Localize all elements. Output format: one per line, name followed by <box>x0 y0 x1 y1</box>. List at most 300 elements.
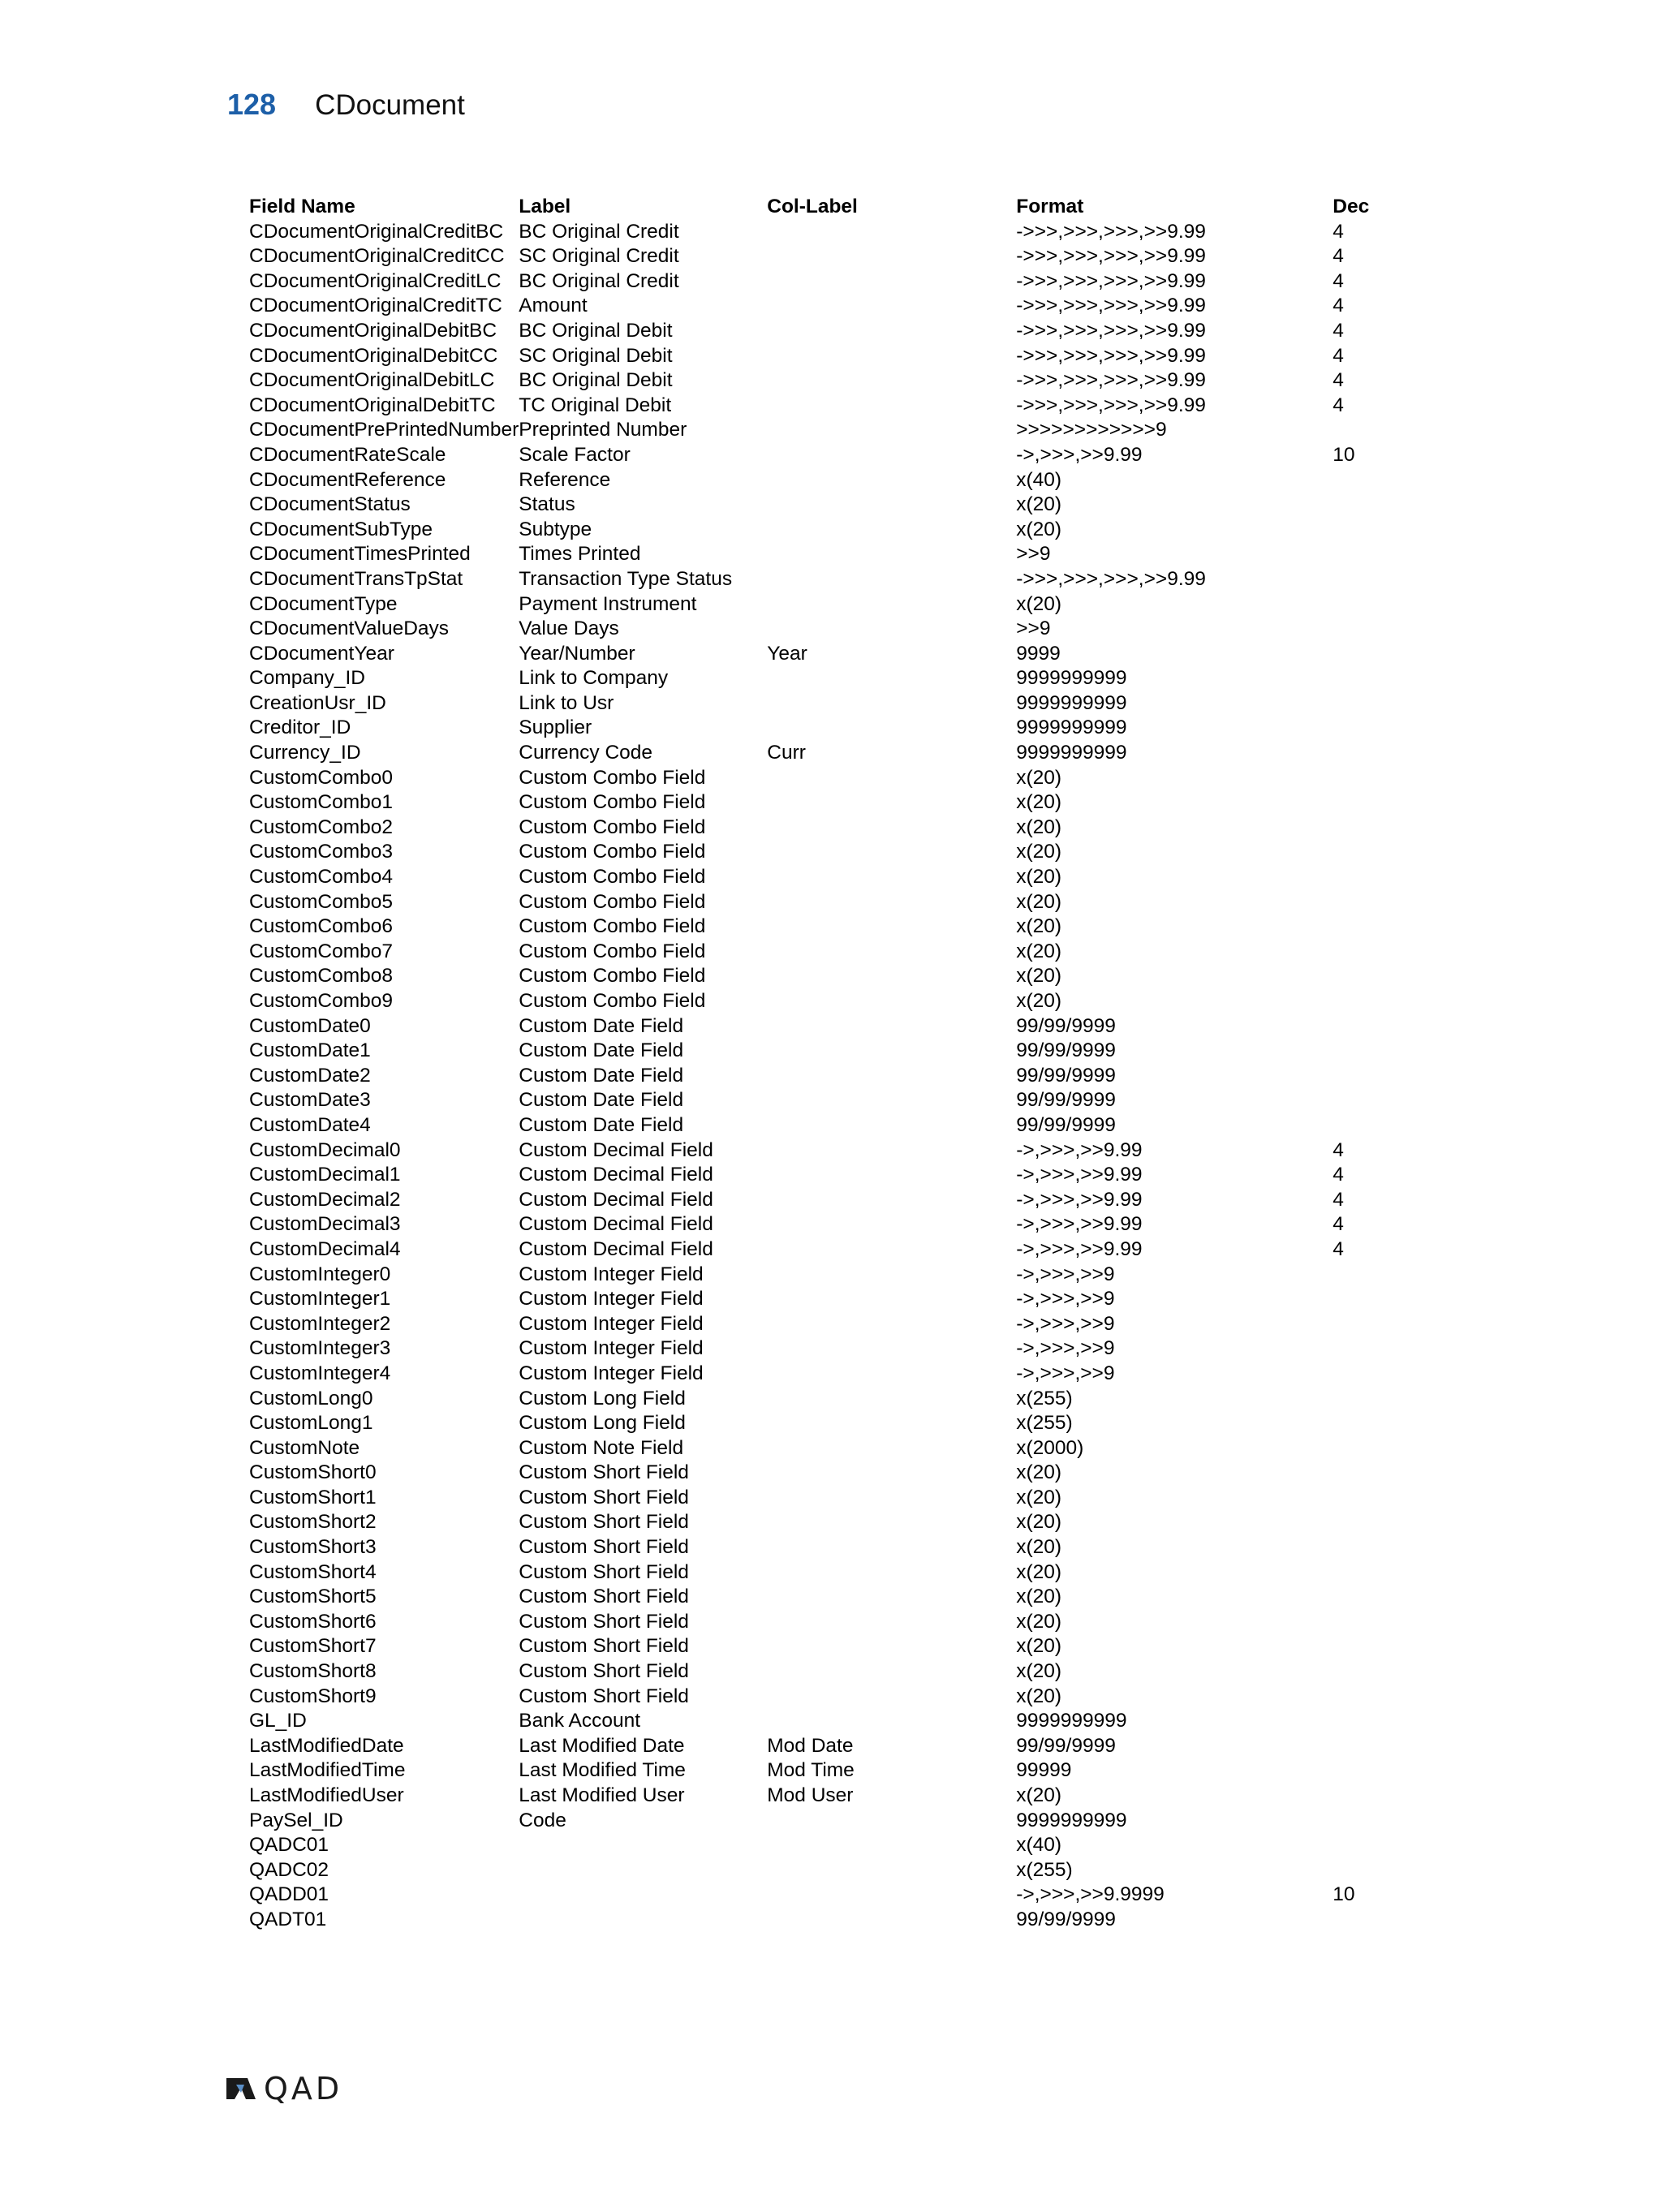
cell-field-name: CDocumentSubType <box>249 518 433 540</box>
cell-col-label <box>767 1287 1016 1312</box>
table-row <box>249 1560 1397 1586</box>
cell-label: Custom Short Field <box>519 1685 689 1707</box>
cell-dec <box>1333 1585 1397 1610</box>
table-row <box>249 244 1397 269</box>
cell-dec: 4 <box>1333 394 1344 416</box>
cell-field-name: CDocumentOriginalCreditCC <box>249 245 505 268</box>
cell-label: Custom Integer Field <box>519 1362 704 1384</box>
cell-format: x(255) <box>1016 1387 1073 1409</box>
table-row <box>249 1585 1397 1610</box>
cell-label: Preprinted Number <box>519 419 687 441</box>
cell-format: ->,>>>,>>9 <box>1016 1312 1115 1335</box>
cell-field-name: Creditor_ID <box>249 717 351 739</box>
cell-field-name: LastModifiedUser <box>249 1784 404 1806</box>
cell-col-label <box>767 567 1016 592</box>
cell-format: ->,>>>,>>9.99 <box>1016 1138 1143 1161</box>
table-row <box>249 493 1397 518</box>
cell-label: Year/Number <box>519 642 635 665</box>
cell-format: x(20) <box>1016 990 1062 1012</box>
cell-format: x(20) <box>1016 915 1062 938</box>
page-header <box>227 88 465 128</box>
cell-field-name: CustomInteger4 <box>249 1362 391 1384</box>
cell-field-name: CDocumentTimesPrinted <box>249 543 471 566</box>
table-row <box>249 1039 1397 1064</box>
cell-label: Custom Decimal Field <box>519 1138 713 1161</box>
table-row <box>249 1336 1397 1362</box>
table-row <box>249 840 1397 865</box>
cell-col-label <box>767 592 1016 618</box>
cell-col-label: Mod Time <box>767 1759 855 1782</box>
cell-col-label <box>767 940 1016 965</box>
cell-label: Custom Combo Field <box>519 866 706 889</box>
cell-field-name: CustomDate2 <box>249 1064 371 1087</box>
cell-dec <box>1333 1734 1397 1759</box>
cell-col-label <box>767 319 1016 344</box>
logo-text: QAD <box>264 2071 343 2107</box>
cell-dec <box>1333 1510 1397 1535</box>
cell-dec <box>1333 1411 1397 1436</box>
cell-label: Code <box>519 1809 566 1831</box>
cell-field-name: CustomShort0 <box>249 1461 377 1484</box>
cell-col-label <box>767 1163 1016 1188</box>
cell-col-label <box>767 840 1016 865</box>
cell-col-label <box>767 691 1016 717</box>
cell-label: Custom Date Field <box>519 1089 684 1112</box>
cell-label: Custom Short Field <box>519 1586 689 1608</box>
cell-col-label <box>767 1138 1016 1164</box>
cell-field-name: CustomDate4 <box>249 1113 371 1136</box>
cell-label: Transaction Type Status <box>519 567 733 590</box>
cell-label: Custom Short Field <box>519 1635 689 1658</box>
cell-col-label <box>767 443 1016 468</box>
cell-field-name: QADC01 <box>249 1834 329 1857</box>
cell-dec <box>1333 940 1397 965</box>
cell-dec <box>1333 1461 1397 1486</box>
cell-label: SC Original Debit <box>519 344 673 367</box>
cell-field-name: QADT01 <box>249 1908 327 1930</box>
cell-field-name: CustomCombo0 <box>249 766 394 789</box>
cell-dec <box>1333 816 1397 841</box>
cell-dec <box>1333 1387 1397 1412</box>
cell-dec <box>1333 1336 1397 1362</box>
cell-label: BC Original Credit <box>519 220 679 243</box>
cell-col-label <box>767 344 1016 369</box>
cell-format: 9999999999 <box>1016 717 1127 739</box>
cell-dec <box>1333 1088 1397 1113</box>
cell-col-label <box>767 518 1016 543</box>
cell-format: x(20) <box>1016 1635 1062 1658</box>
cell-field-name: CDocumentOriginalCreditBC <box>249 220 504 243</box>
cell-col-label <box>767 394 1016 419</box>
cell-format: ->>>,>>>,>>>,>>9.99 <box>1016 369 1206 392</box>
table-row <box>249 1659 1397 1685</box>
cell-format: 99/99/9999 <box>1016 1039 1116 1062</box>
cell-dec <box>1333 493 1397 518</box>
cell-col-label <box>767 1883 1016 1908</box>
cell-col-label: Curr <box>767 742 806 764</box>
cell-format: ->,>>>,>>9 <box>1016 1263 1115 1285</box>
cell-col-label <box>767 1113 1016 1138</box>
cell-col-label <box>767 790 1016 816</box>
cell-label: Custom Decimal Field <box>519 1188 713 1211</box>
cell-label: TC Original Debit <box>519 394 672 416</box>
cell-field-name: GL_ID <box>249 1710 307 1732</box>
table-row <box>249 1634 1397 1659</box>
cell-field-name: CDocumentOriginalCreditLC <box>249 269 502 292</box>
table-row <box>249 642 1397 667</box>
cell-col-label <box>767 617 1016 642</box>
cell-col-label <box>767 766 1016 791</box>
cell-dec <box>1333 1784 1397 1809</box>
cell-format: ->,>>>,>>9.99 <box>1016 1237 1143 1260</box>
table-row <box>249 890 1397 915</box>
cell-dec: 10 <box>1333 1883 1355 1906</box>
cell-format: ->>>,>>>,>>>,>>9.99 <box>1016 245 1206 268</box>
cell-format: x(255) <box>1016 1412 1073 1435</box>
cell-col-label <box>767 890 1016 915</box>
cell-format: >>9 <box>1016 543 1051 566</box>
cell-field-name: CustomCombo6 <box>249 915 394 938</box>
table-row <box>249 518 1397 543</box>
cell-label: Custom Date Field <box>519 1064 684 1087</box>
table-row <box>249 344 1397 369</box>
column-header-dec: Dec <box>1333 196 1370 217</box>
cell-format: 9999999999 <box>1016 1809 1127 1831</box>
cell-field-name: CustomShort1 <box>249 1486 377 1508</box>
cell-dec <box>1333 1634 1397 1659</box>
table-row <box>249 1610 1397 1635</box>
cell-format: x(20) <box>1016 816 1062 838</box>
cell-label: Custom Decimal Field <box>519 1213 713 1236</box>
cell-field-name: CustomDecimal2 <box>249 1188 401 1211</box>
table-row <box>249 1486 1397 1511</box>
cell-col-label <box>767 1387 1016 1412</box>
cell-format: ->>>,>>>,>>>,>>9.99 <box>1016 295 1206 317</box>
cell-dec <box>1333 642 1397 667</box>
cell-format: 99/99/9999 <box>1016 1064 1116 1087</box>
table-row <box>249 592 1397 618</box>
table-row <box>249 816 1397 841</box>
cell-dec <box>1333 418 1397 443</box>
cell-label <box>519 1858 767 1883</box>
cell-format: x(20) <box>1016 1461 1062 1484</box>
cell-dec: 4 <box>1333 1164 1344 1186</box>
table-row <box>249 567 1397 592</box>
cell-label: Custom Note Field <box>519 1436 684 1459</box>
cell-col-label <box>767 1039 1016 1064</box>
cell-col-label <box>767 1486 1016 1511</box>
cell-format: 9999 <box>1016 642 1061 665</box>
cell-col-label <box>767 1709 1016 1734</box>
cell-label: Custom Combo Field <box>519 766 706 789</box>
cell-label: Custom Combo Field <box>519 965 706 988</box>
table-row <box>249 220 1397 245</box>
cell-field-name: CustomShort6 <box>249 1610 377 1633</box>
cell-col-label <box>767 1263 1016 1288</box>
table-row <box>249 1734 1397 1759</box>
cell-field-name: CustomCombo3 <box>249 841 394 863</box>
cell-col-label <box>767 816 1016 841</box>
cell-dec <box>1333 1014 1397 1039</box>
cell-col-label <box>767 244 1016 269</box>
cell-label: Custom Short Field <box>519 1486 689 1508</box>
table-row <box>249 1809 1397 1834</box>
cell-dec <box>1333 617 1397 642</box>
cell-col-label: Mod User <box>767 1784 854 1806</box>
cell-field-name: CustomDate3 <box>249 1089 371 1112</box>
cell-format: 99/99/9999 <box>1016 1089 1116 1112</box>
cell-col-label <box>767 1312 1016 1337</box>
cell-label: Custom Integer Field <box>519 1312 704 1335</box>
cell-field-name: CustomDecimal0 <box>249 1138 401 1161</box>
cell-label: Custom Combo Field <box>519 990 706 1012</box>
cell-dec <box>1333 790 1397 816</box>
cell-format: ->>>,>>>,>>>,>>9.99 <box>1016 567 1206 590</box>
page-title: CDocument <box>315 89 465 121</box>
column-header-col-label: Col-Label <box>767 196 858 217</box>
cell-field-name: CDocumentYear <box>249 642 394 665</box>
table-row <box>249 368 1397 394</box>
cell-label: Custom Integer Field <box>519 1263 704 1285</box>
cell-format: ->,>>>,>>9.99 <box>1016 443 1143 466</box>
cell-field-name: CustomCombo9 <box>249 990 394 1012</box>
cell-label: Custom Short Field <box>519 1560 689 1583</box>
cell-field-name: CDocumentRateScale <box>249 443 446 466</box>
cell-field-name: QADD01 <box>249 1883 329 1906</box>
cell-dec <box>1333 989 1397 1014</box>
cell-format: x(20) <box>1016 518 1062 540</box>
cell-col-label <box>767 1610 1016 1635</box>
cell-label: Custom Integer Field <box>519 1288 704 1310</box>
cell-dec <box>1333 592 1397 618</box>
cell-col-label: Year <box>767 642 807 665</box>
cell-dec: 4 <box>1333 369 1344 392</box>
cell-dec <box>1333 666 1397 691</box>
cell-field-name: CustomShort5 <box>249 1586 377 1608</box>
field-table <box>249 195 1397 1933</box>
cell-format: 99/99/9999 <box>1016 1014 1116 1037</box>
cell-format: ->>>,>>>,>>>,>>9.99 <box>1016 394 1206 416</box>
cell-label: Custom Combo Field <box>519 915 706 938</box>
cell-label: Custom Short Field <box>519 1610 689 1633</box>
table-row <box>249 1709 1397 1734</box>
cell-format: 99/99/9999 <box>1016 1908 1116 1930</box>
cell-label: Currency Code <box>519 742 653 764</box>
cell-field-name: CustomCombo4 <box>249 866 394 889</box>
cell-format: 99999 <box>1016 1759 1072 1782</box>
cell-format: x(20) <box>1016 1586 1062 1608</box>
cell-dec <box>1333 1758 1397 1784</box>
cell-dec: 4 <box>1333 1237 1344 1260</box>
cell-format: x(20) <box>1016 965 1062 988</box>
cell-dec: 4 <box>1333 319 1344 342</box>
cell-label: BC Original Debit <box>519 369 673 392</box>
cell-label: Custom Decimal Field <box>519 1164 713 1186</box>
table-row <box>249 1535 1397 1560</box>
cell-label: Custom Combo Field <box>519 890 706 913</box>
table-body <box>249 220 1397 1933</box>
cell-col-label <box>767 368 1016 394</box>
cell-dec <box>1333 1685 1397 1710</box>
table-row <box>249 741 1397 766</box>
cell-label: Custom Short Field <box>519 1461 689 1484</box>
table-row <box>249 1113 1397 1138</box>
cell-dec: 4 <box>1333 344 1344 367</box>
table-row <box>249 1138 1397 1164</box>
cell-dec <box>1333 1064 1397 1089</box>
cell-format: >>9 <box>1016 618 1051 640</box>
cell-col-label <box>767 1833 1016 1858</box>
table-row <box>249 940 1397 965</box>
cell-dec <box>1333 1610 1397 1635</box>
cell-dec <box>1333 567 1397 592</box>
cell-dec <box>1333 1535 1397 1560</box>
cell-dec <box>1333 1709 1397 1734</box>
cell-col-label <box>767 1064 1016 1089</box>
page-number: 128 <box>227 88 277 121</box>
cell-format: x(20) <box>1016 1610 1062 1633</box>
table-row <box>249 1510 1397 1535</box>
cell-dec: 4 <box>1333 1213 1344 1236</box>
cell-label: Last Modified User <box>519 1784 685 1806</box>
cell-dec <box>1333 1809 1397 1834</box>
cell-field-name: CustomNote <box>249 1436 360 1459</box>
cell-field-name: CustomInteger0 <box>249 1263 391 1285</box>
cell-format: x(20) <box>1016 841 1062 863</box>
cell-label: Custom Short Field <box>519 1536 689 1559</box>
cell-field-name: CustomCombo2 <box>249 816 394 838</box>
cell-field-name: CustomDate0 <box>249 1014 371 1037</box>
cell-format: ->,>>>,>>9.9999 <box>1016 1883 1165 1906</box>
cell-label: SC Original Credit <box>519 245 679 268</box>
table-row <box>249 1212 1397 1237</box>
cell-format: x(40) <box>1016 1834 1062 1857</box>
cell-format: >>>>>>>>>>>>9 <box>1016 419 1167 441</box>
cell-dec <box>1333 518 1397 543</box>
cell-field-name: CDocumentType <box>249 592 398 615</box>
cell-col-label <box>767 1585 1016 1610</box>
cell-field-name: CustomShort8 <box>249 1660 377 1683</box>
cell-label: Times Printed <box>519 543 641 566</box>
cell-col-label <box>767 1809 1016 1834</box>
cell-label: Supplier <box>519 717 592 739</box>
cell-col-label <box>767 1436 1016 1461</box>
cell-col-label <box>767 914 1016 940</box>
cell-format: x(20) <box>1016 890 1062 913</box>
cell-format: x(20) <box>1016 1560 1062 1583</box>
cell-field-name: CDocumentOriginalDebitBC <box>249 319 497 342</box>
cell-col-label <box>767 220 1016 245</box>
table-row <box>249 1436 1397 1461</box>
qad-logo <box>225 2071 342 2107</box>
cell-field-name: CustomCombo5 <box>249 890 394 913</box>
cell-field-name: CustomShort9 <box>249 1685 377 1707</box>
cell-field-name: Company_ID <box>249 667 365 690</box>
cell-format: 9999999999 <box>1016 742 1127 764</box>
cell-format: 9999999999 <box>1016 667 1127 690</box>
cell-col-label <box>767 1535 1016 1560</box>
cell-label: Link to Usr <box>519 691 614 714</box>
qad-logo-icon <box>225 2075 257 2102</box>
cell-label: Reference <box>519 468 611 491</box>
cell-label: Subtype <box>519 518 592 540</box>
table-row <box>249 1064 1397 1089</box>
cell-col-label: Mod Date <box>767 1734 854 1757</box>
cell-label <box>519 1833 767 1858</box>
cell-dec <box>1333 840 1397 865</box>
cell-format: x(20) <box>1016 592 1062 615</box>
cell-label: Custom Date Field <box>519 1014 684 1037</box>
cell-dec <box>1333 542 1397 567</box>
table-row <box>249 964 1397 989</box>
cell-col-label <box>767 865 1016 890</box>
cell-format: x(20) <box>1016 493 1062 516</box>
cell-dec <box>1333 890 1397 915</box>
cell-format: x(20) <box>1016 791 1062 814</box>
cell-field-name: CustomShort2 <box>249 1511 377 1534</box>
cell-dec <box>1333 1486 1397 1511</box>
cell-col-label <box>767 1237 1016 1263</box>
cell-format: x(20) <box>1016 866 1062 889</box>
column-header-format: Format <box>1016 196 1084 217</box>
cell-field-name: CustomDecimal1 <box>249 1164 401 1186</box>
cell-label: Bank Account <box>519 1710 641 1732</box>
column-header-field-name: Field Name <box>249 196 355 217</box>
cell-dec <box>1333 1312 1397 1337</box>
cell-label: Custom Date Field <box>519 1113 684 1136</box>
cell-format: x(20) <box>1016 1536 1062 1559</box>
cell-dec <box>1333 865 1397 890</box>
cell-col-label <box>767 989 1016 1014</box>
cell-col-label <box>767 1411 1016 1436</box>
cell-dec <box>1333 1287 1397 1312</box>
cell-label: Value Days <box>519 618 619 640</box>
cell-format: x(20) <box>1016 1784 1062 1806</box>
cell-label: Custom Combo Field <box>519 940 706 962</box>
cell-format: ->>>,>>>,>>>,>>9.99 <box>1016 344 1206 367</box>
cell-dec <box>1333 1659 1397 1685</box>
cell-col-label <box>767 1188 1016 1213</box>
cell-dec <box>1333 1263 1397 1288</box>
cell-format: 99/99/9999 <box>1016 1113 1116 1136</box>
cell-col-label <box>767 418 1016 443</box>
cell-label: Payment Instrument <box>519 592 697 615</box>
table-row <box>249 691 1397 717</box>
table-row <box>249 542 1397 567</box>
cell-field-name: CustomCombo7 <box>249 940 394 962</box>
cell-field-name: CustomDate1 <box>249 1039 371 1062</box>
cell-format: x(2000) <box>1016 1436 1084 1459</box>
cell-field-name: CustomShort7 <box>249 1635 377 1658</box>
cell-label: Link to Company <box>519 667 669 690</box>
cell-col-label <box>767 1362 1016 1387</box>
cell-format: ->,>>>,>>9.99 <box>1016 1164 1143 1186</box>
table-row <box>249 1287 1397 1312</box>
cell-col-label <box>767 1461 1016 1486</box>
table-row <box>249 418 1397 443</box>
cell-dec <box>1333 1858 1397 1883</box>
cell-format: ->,>>>,>>9 <box>1016 1362 1115 1384</box>
cell-field-name: CDocumentOriginalDebitLC <box>249 369 495 392</box>
cell-format: ->>>,>>>,>>>,>>9.99 <box>1016 319 1206 342</box>
cell-format: x(20) <box>1016 1685 1062 1707</box>
table-row <box>249 1758 1397 1784</box>
column-header-label: Label <box>519 196 571 217</box>
cell-dec: 4 <box>1333 1138 1344 1161</box>
cell-format: 9999999999 <box>1016 1710 1127 1732</box>
cell-col-label <box>767 1336 1016 1362</box>
table-row <box>249 1387 1397 1412</box>
